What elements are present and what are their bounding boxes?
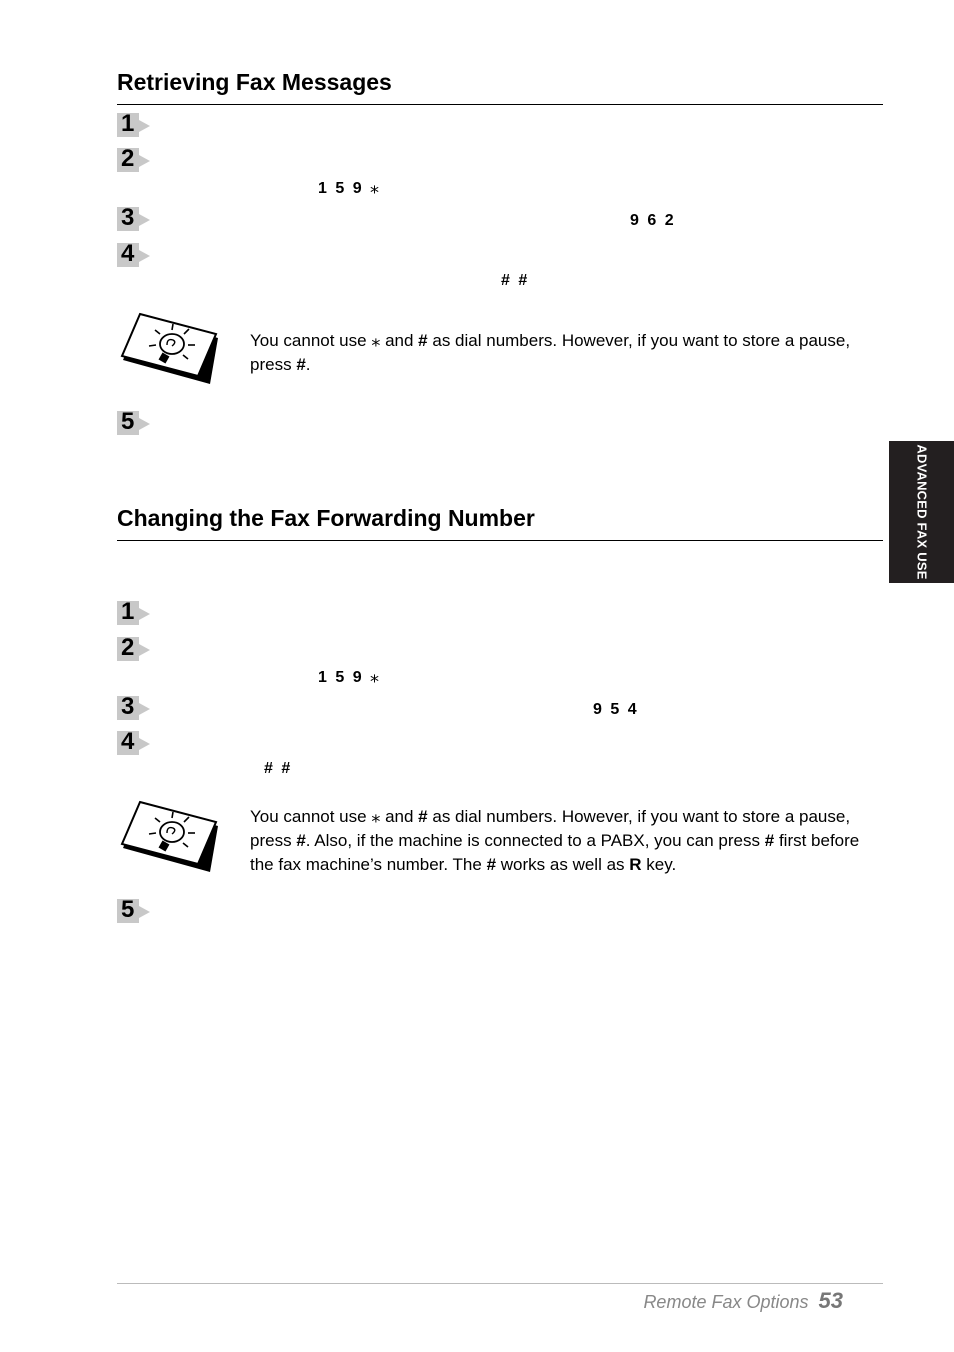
- page-footer: [643, 1288, 843, 1314]
- step-marker: 5: [117, 898, 151, 926]
- key-sequence-code: 1 5 9 ⁎: [318, 177, 382, 197]
- step-marker: 5: [117, 410, 151, 438]
- step-marker: 3: [117, 695, 151, 723]
- lightbulb-note-icon: [120, 312, 220, 387]
- footer-title: Remote Fax Options: [643, 1292, 809, 1312]
- key-sequence-code: 1 5 9 ⁎: [318, 666, 382, 686]
- section-rule: [117, 104, 883, 105]
- step-marker: 3: [117, 206, 151, 234]
- page-number: 53: [818, 1288, 843, 1313]
- step-marker: 1: [117, 600, 151, 628]
- step-marker: 4: [117, 242, 151, 270]
- lightbulb-note-icon: [120, 800, 220, 875]
- key-sequence-command: 9 6 2: [630, 212, 676, 229]
- step-marker: 4: [117, 730, 151, 758]
- step-marker: 2: [117, 147, 151, 175]
- key-sequence-end: # #: [264, 760, 293, 777]
- step-marker: 2: [117, 636, 151, 664]
- section-rule: [117, 540, 883, 541]
- note-text: You cannot use ⁎ and # as dial numbers. However, if you want to store a pause, press #.: [250, 330, 851, 374]
- footer-rule: [117, 1283, 883, 1284]
- key-sequence-end: # #: [501, 272, 530, 289]
- key-sequence-command: 9 5 4: [593, 701, 639, 718]
- step-marker: 1: [117, 112, 151, 140]
- note-text: You cannot use ⁎ and # as dial numbers. However, if you want to store a pause, press #. Also, if the machine is connected to a PABX, you can press # first before the fax machine’s number. The # works as well as R key.: [250, 806, 860, 874]
- section-title-retrieving: Retrieving Fax Messages: [117, 69, 392, 95]
- chapter-side-tab: ADVANCED FAX USE: [889, 441, 954, 583]
- section-title-changing: Changing the Fax Forwarding Number: [117, 505, 535, 531]
